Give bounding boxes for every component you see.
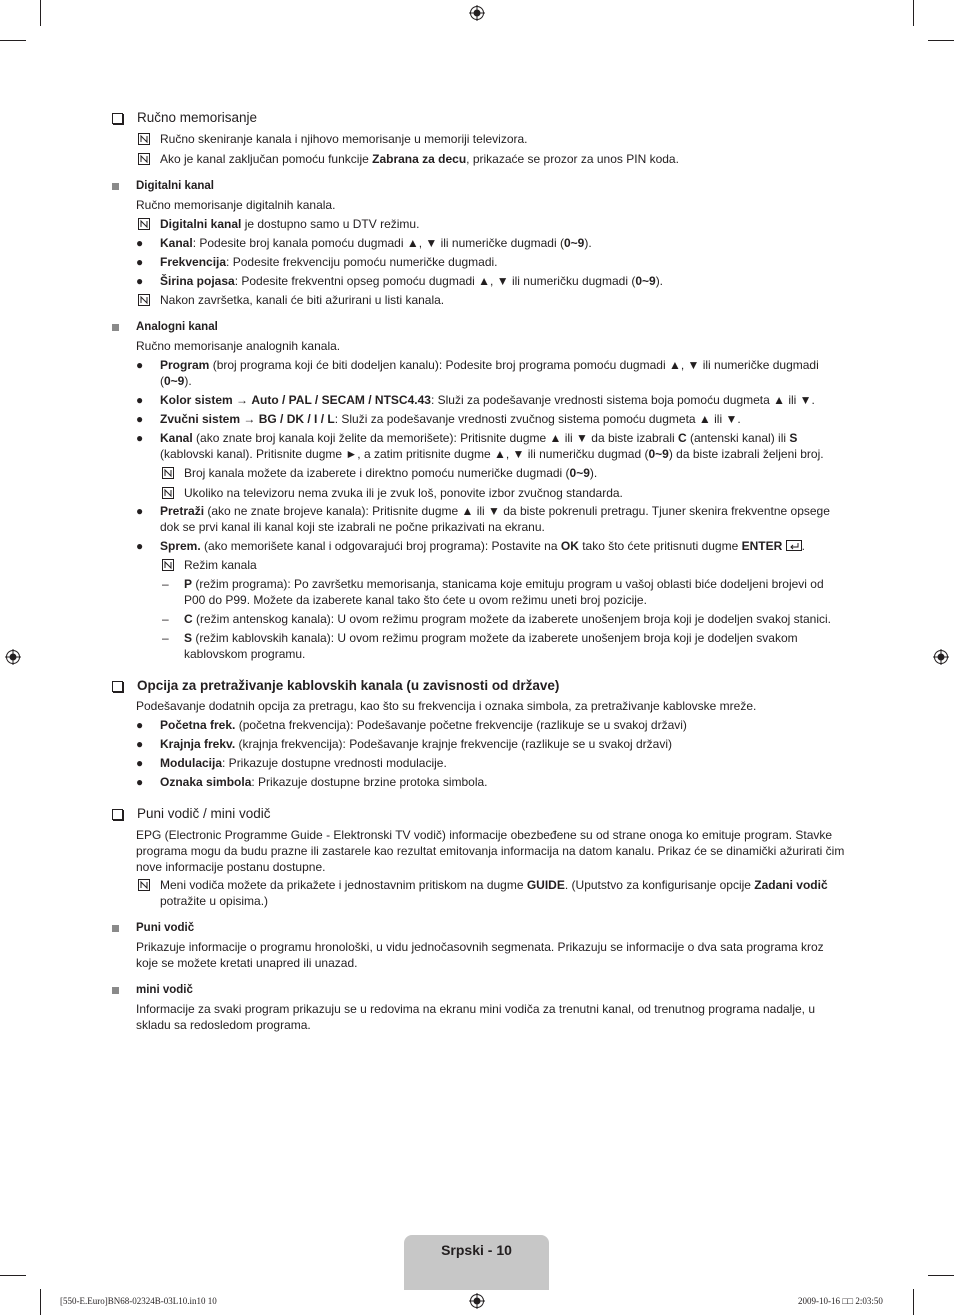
subsection-heading: Puni vodič	[112, 920, 847, 936]
intro-text: Ručno memorisanje digitalnih kanala.	[136, 198, 336, 212]
bullet-item: ● Oznaka simbola: Prikazuje dostupne brzine protoka simbola.	[136, 775, 488, 789]
section-heading: Opcija za pretraživanje kablovskih kanala (u zavisnosti od države)	[112, 677, 847, 695]
note-icon	[138, 133, 150, 145]
dash-icon: –	[162, 631, 169, 645]
note-icon	[162, 467, 174, 479]
bullet-icon: ●	[136, 358, 144, 372]
note-row: Režim kanala	[112, 557, 847, 573]
bullet-item: ● Kolor sistem → Auto / PAL / SECAM / NTSC4.43: Služi za podešavanje vrednosti sistema boja pomoću dugmeta ▲ ili ▼.	[136, 393, 815, 407]
intro-text: Podešavanje dodatnih opcija za pretragu, kao što su frekvencija i oznaka simbola, za pretraživanje kablovske mreže.	[136, 699, 757, 713]
bullet-icon: ●	[136, 737, 144, 751]
crop-mark	[0, 1275, 26, 1276]
bullet-item: ● Zvučni sistem → BG / DK / I / L: Služi za podešavanje vrednosti zvučnog sistema pomoću dugmeta ▲ ili ▼.	[136, 412, 741, 426]
note-icon	[138, 153, 150, 165]
bullet-icon: ●	[136, 236, 144, 250]
bullet-item: ● Kanal: Podesite broj kanala pomoću dugmadi ▲, ▼ ili numeričke dugmadi (0~9).	[136, 236, 592, 250]
note-row: Nakon završetka, kanali će biti ažurirani u listi kanala.	[112, 292, 847, 308]
page-content	[112, 109, 847, 1033]
intro-text: Ručno memorisanje analognih kanala.	[136, 339, 341, 353]
square-bullet-icon	[112, 925, 119, 932]
bullet-item: ● Kanal (ako znate broj kanala koji želite da memorišete): Pritisnite dugme ▲ ili ▼ da biste izabrali C (antenski kanal) ili S (kablovski kanal). Pritisnite dugme ►, a zatim pritisnite dugme ▲, ▼ ili numeričku dugmad (0~9) da biste izabrali željeni broj.	[136, 431, 824, 461]
bullet-item: ● Početna frek. (početna frekvencija): Podešavanje početne frekvencije (razlikuje se u svakoj državi)	[136, 718, 687, 732]
bullet-icon: ●	[136, 775, 144, 789]
bullet-icon: ●	[136, 431, 144, 445]
body-text: Informacije za svaki program prikazuju se u redovima na ekranu mini vodiča za trenutni kanal, od trenutnog programa nadalje, u skladu sa redosledom programa.	[136, 1002, 816, 1032]
bullet-icon: ●	[136, 756, 144, 770]
print-timestamp: 2009-10-16 □□ 2:03:50	[798, 1296, 883, 1306]
bullet-icon: ●	[136, 412, 144, 426]
bullet-item: ● Frekvencija: Podesite frekvenciju pomoću numeričke dugmadi.	[136, 255, 498, 269]
bullet-item: ● Pretraži (ako ne znate brojeve kanala): Pritisnite dugme ▲ ili ▼ da biste pokrenuli pretragu. Tjuner skenira frekventne opsege dok se prvi kanal ili kanal koji ste izabrali ne počne prikazivati na ekranu.	[136, 504, 830, 534]
crop-mark	[40, 0, 41, 26]
bullet-item: ● Sprem. (ako memorišete kanal i odgovarajući broj programa): Postavite na OK tako što ćete pritisnuti dugme ENTER .	[136, 539, 805, 553]
bullet-item: ● Program (broj programa koji će biti dodeljen kanalu): Podesite broj programa pomoću dugmadi ▲, ▼ ili numeričke dugmadi (0~9).	[136, 358, 819, 388]
bullet-icon: ●	[136, 504, 144, 518]
square-bullet-icon	[112, 324, 119, 331]
crop-mark	[913, 1289, 914, 1315]
dash-item: – P (režim programa): Po završetku memorisanja, stanicama koje emituju program u vašoj oblasti biće dodeljeni brojevi od P00 do P99. Možete da izaberete kanal tako što ćete u ovom režimu uneti broj pozicije.	[162, 577, 824, 607]
bullet-icon: ●	[136, 539, 144, 553]
crop-mark	[0, 40, 26, 41]
subsection-heading: Digitalni kanal	[112, 178, 847, 194]
subsection-heading: Analogni kanal	[112, 319, 847, 335]
note-row: Digitalni kanal je dostupno samo u DTV režimu.	[112, 216, 847, 232]
bullet-item: ● Modulacija: Prikazuje dostupne vrednosti modulacije.	[136, 756, 447, 770]
registration-mark-icon	[469, 1293, 485, 1309]
bullet-icon: ●	[136, 718, 144, 732]
section-heading: Ručno memorisanje	[112, 109, 847, 127]
bullet-item: ● Krajnja frekv. (krajnja frekvencija): Podešavanje krajnje frekvencije (razlikuje se u svakoj državi)	[136, 737, 673, 751]
subsection-heading: mini vodič	[112, 982, 847, 998]
registration-mark-icon	[469, 5, 485, 21]
crop-mark	[913, 0, 914, 26]
note-row: Ručno skeniranje kanala i njihovo memorisanje u memoriji televizora.	[112, 131, 847, 147]
note-icon	[162, 559, 174, 571]
note-row: Ukoliko na televizoru nema zvuka ili je zvuk loš, ponovite izbor zvučnog standarda.	[112, 485, 847, 501]
checkbox-bullet-icon	[112, 681, 123, 692]
body-text: Prikazuje informacije o programu hronološki, u vidu jednočasovnih segmenata. Prikazuju se informacije o dva sata programa kroz koje se možete kretati unapred ili unazad.	[136, 940, 824, 970]
note-icon	[138, 218, 150, 230]
section-heading: Puni vodič / mini vodič	[112, 805, 847, 823]
square-bullet-icon	[112, 183, 119, 190]
note-icon	[138, 294, 150, 306]
dash-icon: –	[162, 577, 169, 591]
print-slug: [550-E.Euro]BN68-02324B-03L10.in10 10	[60, 1296, 217, 1306]
registration-mark-icon	[933, 649, 949, 665]
note-icon	[162, 487, 174, 499]
note-row: Meni vodiča možete da prikažete i jednostavnim pritiskom na dugme GUIDE. (Uputstvo za konfigurisanje opcije Zadani vodič potražite u opisima.)	[112, 877, 847, 909]
checkbox-bullet-icon	[112, 809, 123, 820]
intro-text: EPG (Electronic Programme Guide - Elektronski TV vodič) informacije obezbeđene su od strane onoga ko emituje program. Stavke programa mogu da budu prazne ili zastarele kao rezultat emitovanja informacija na datom kanalu. Prikaz će se dinamički ažurirati čim nove informacije postanu dostupne.	[136, 828, 845, 874]
bullet-icon: ●	[136, 274, 144, 288]
bullet-item: ● Širina pojasa: Podesite frekventni opseg pomoću dugmadi ▲, ▼ ili numeričku dugmadi (0~9).	[136, 274, 664, 288]
dash-item: – C (režim antenskog kanala): U ovom režimu program možete da izaberete unošenjem broja koji je dodeljen svakoj stanici.	[162, 612, 831, 626]
note-row: Ako je kanal zaključan pomoću funkcije Zabrana za decu, prikazaće se prozor za unos PIN koda.	[112, 151, 847, 167]
square-bullet-icon	[112, 987, 119, 994]
note-icon	[138, 879, 150, 891]
note-row: Broj kanala možete da izaberete i direktno pomoću numeričke dugmadi (0~9).	[112, 465, 847, 481]
enter-icon	[786, 540, 802, 551]
crop-mark	[928, 40, 954, 41]
checkbox-bullet-icon	[112, 113, 123, 124]
bullet-icon: ●	[136, 255, 144, 269]
crop-mark	[40, 1289, 41, 1315]
bullet-icon: ●	[136, 393, 144, 407]
dash-item: – S (režim kablovskih kanala): U ovom režimu program možete da izaberete unošenjem broja koji je dodeljen svakom kablovskom programu.	[162, 631, 798, 661]
dash-icon: –	[162, 612, 169, 626]
crop-mark	[928, 1275, 954, 1276]
registration-mark-icon	[5, 649, 21, 665]
page-number: Srpski - 10	[441, 1242, 512, 1258]
